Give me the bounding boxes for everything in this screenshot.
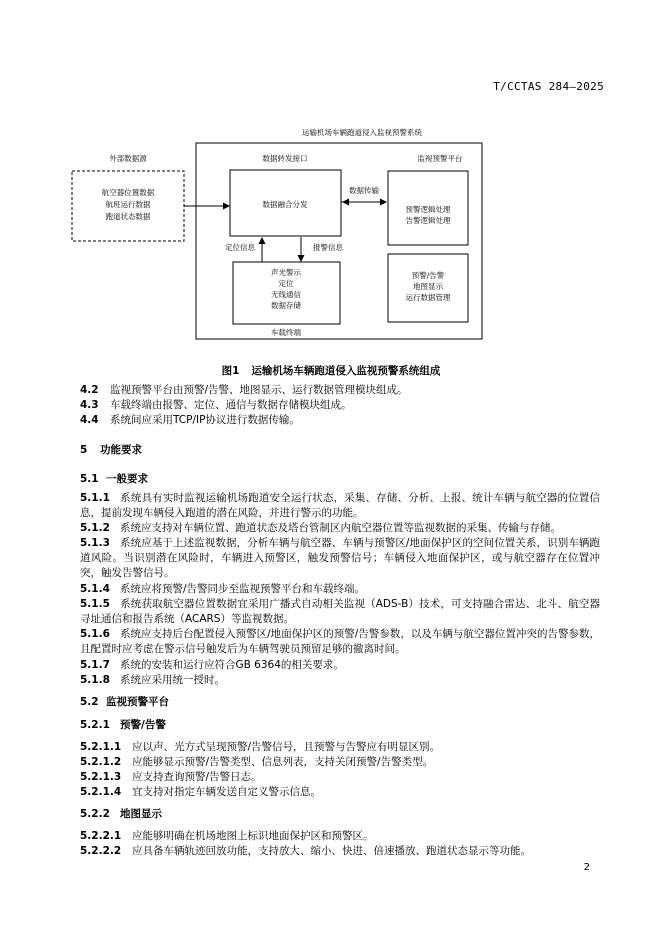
clause-5-1-7: 5.1.7 系统的安装和运行应符合GB 6364的相关要求。 [80,659,344,671]
clause-5-2-1-1: 5.2.1.1 应以声、光方式呈现预警/告警信号，且预警与告警应有明显区别。 [80,741,441,753]
clause-4-4: 4.4 系统间应采用TCP/IP协议进行数据传输。 [80,414,300,426]
platform-box2-line-3: 运行数据管理 [405,293,451,302]
standard-number: T/CCTAS 284—2025 [493,80,604,93]
system-title: 运输机场车辆跑道侵入监视预警系统 [302,128,422,137]
clause-5-1-6: 5.1.6 系统应支持后台配置侵入预警区/地面保护区的预警/告警参数，以及车辆与航空器位置冲突的告警参数，且配置时应考虑在警示信号触发后为车辆驾驶员预留足够的撤离时间。 [80,628,600,655]
section-5-1-heading: 5.1 一般要求 [80,473,148,485]
section-5-2-1-heading: 5.2.1 预警/告警 [80,719,166,731]
clause-5-2-2-1: 5.2.2.1 应能够明确在机场地图上标识地面保护区和预警区。 [80,830,374,842]
external-line-1: 航空器位置数据 [101,188,155,197]
clause-5-1-8: 5.1.8 系统应采用统一授时。 [80,674,225,686]
terminal-line-1: 声光警示 [271,268,301,277]
clause-5-1-2: 5.1.2 系统应支持对车辆位置、跑道状态及塔台管制区内航空器位置等监视数据的采集、传输与存储。 [80,522,561,534]
clause-5-1-5: 5.1.5 系统获取航空器位置数据宜采用广播式自动相关监视（ADS-B）技术，可支持融合雷达、北斗、航空器寻址通信和报告系统（ACARS）等监视数据。 [80,598,600,625]
interface-title: 数据转发接口 [262,154,308,163]
system-composition-diagram [0,0,662,360]
external-line-2: 航班运行数据 [105,200,151,209]
figure-number: 图1 [221,365,240,377]
clause-5-1-4: 5.1.4 系统应将预警/告警同步至监视预警平台和车载终端。 [80,583,366,595]
clause-5-2-1-3: 5.2.1.3 应支持查询预警/告警日志。 [80,771,262,783]
clause-5-2-1-2: 5.2.1.2 应能够显示预警/告警类型、信息列表，支持关闭预警/告警类型。 [80,756,434,768]
section-5-2-heading: 5.2 监视预警平台 [80,696,169,708]
platform-title: 监视预警平台 [417,154,463,163]
terminal-line-4: 数据存储 [271,301,301,310]
alarm-info-label: 报警信息 [313,243,343,252]
clause-5-2-2-2: 5.2.2.2 应具备车辆轨迹回放功能，支持放大、缩小、快进、倍速播放、跑道状态显示等功能。 [80,845,531,857]
clause-4-3: 4.3 车载终端由报警、定位、通信与数据存储模块组成。 [80,399,352,411]
figure-caption-text: 运输机场车辆跑道侵入监视预警系统组成 [251,365,441,377]
clause-5-1-3: 5.1.3 系统应基于上述监视数据，分析车辆与航空器、车辆与预警区/地面保护区的空间位置关系，识别车辆跑道风险。当识别潜在风险时，车辆进入预警区，触发预警信号；车辆侵入地面保护区，或与航空器存在位置冲突，触发告警信号。 [80,537,600,579]
clause-5-2-1-4: 5.2.1.4 宜支持对指定车辆发送自定义警示信息。 [80,786,321,798]
terminal-line-3: 无线通信 [271,290,301,299]
fusion-label: 数据融合分发 [262,200,308,209]
section-5-2-2-heading: 5.2.2 地图显示 [80,808,162,820]
terminal-line-2: 定位 [278,279,294,288]
page-number: 2 [583,862,590,873]
platform-box1-line-2: 告警逻辑处理 [405,216,451,225]
figure-caption [0,363,662,378]
platform-box2-line-2: 地图显示 [413,282,443,291]
clause-4-2: 4.2 监视预警平台由预警/告警、地图显示、运行数据管理模块组成。 [80,384,408,396]
platform-box2-line-1: 预警/告警 [411,271,445,280]
data-transfer-label: 数据传输 [349,186,379,195]
system-outer-box [196,143,482,339]
terminal-title: 车载终端 [271,328,301,337]
external-source-title: 外部数据源 [109,154,147,163]
clause-5-1-1: 5.1.1 系统具有实时监视运输机场跑道安全运行状态，采集、存储、分析、上报、统计车辆与航空器的位置信息，提前发现车辆侵入跑道的潜在风险，并进行警示的功能。 [80,492,600,519]
external-line-3: 跑道状态数据 [105,212,151,221]
position-info-label: 定位信息 [225,243,255,252]
platform-box1-line-1: 预警逻辑处理 [405,205,451,214]
section-5-heading: 5 功能要求 [80,444,142,456]
